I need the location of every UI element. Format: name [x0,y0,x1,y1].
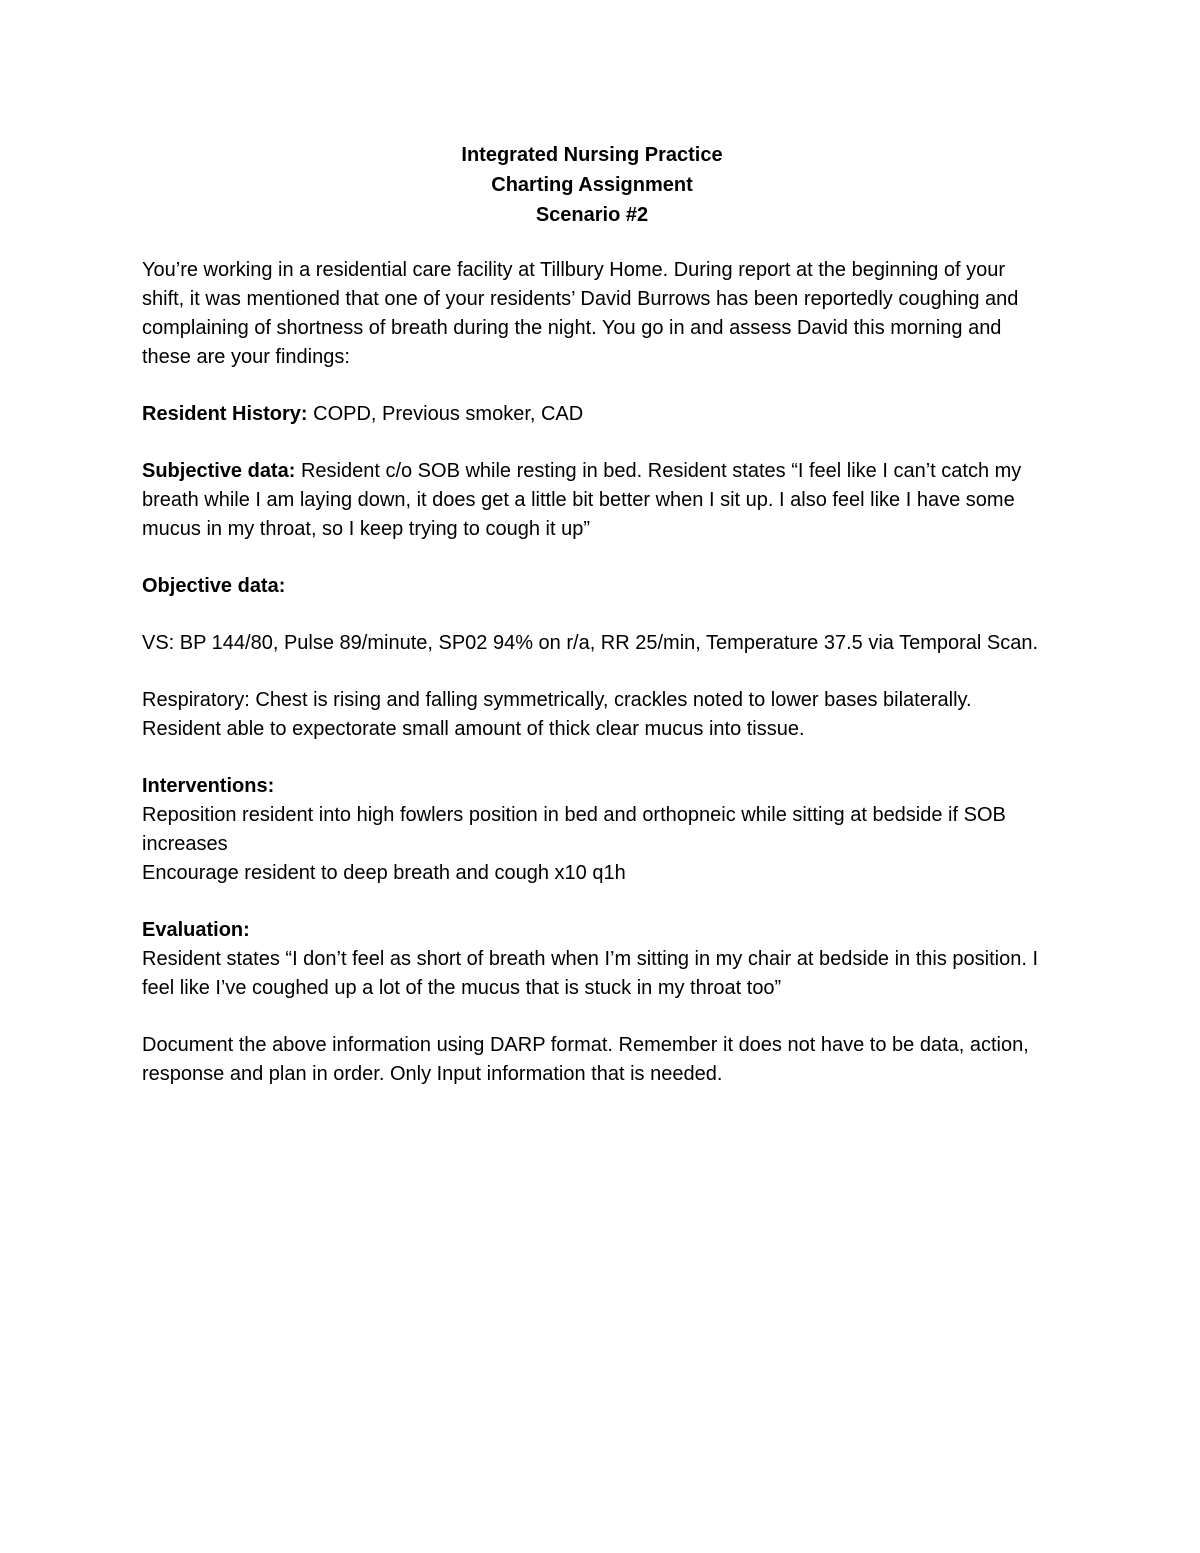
document-title-block [142,140,1042,230]
instructions-paragraph: Document the above information using DARP format. Remember it does not have to be data, action, response and plan in order. Only Input information that is needed. [142,1034,1029,1085]
intervention-item: Encourage resident to deep breath and cough x10 q1h [142,862,626,884]
document-page [142,140,1042,1089]
subjective-label: Subjective data: [142,460,296,482]
objective-heading [142,572,1042,601]
history-text: COPD, Previous smoker, CAD [307,403,584,425]
respiratory-paragraph: Respiratory: Chest is rising and falling symmetrically, crackles noted to lower bases bilaterally. Resident able to expectorate small amount of thick clear mucus into tissue. [142,689,972,740]
subjective-text: Resident c/o SOB while resting in bed. Resident states “I feel like I can’t catch my breath while I am laying down, it does get a little bit better when I sit up. I also feel like I have some mucus in my throat, so I keep trying to cough it up” [142,460,1022,540]
evaluation-section [142,916,1042,1003]
scenario-title: Scenario #2 [535,204,649,226]
intro-paragraph: You’re working in a residential care facility at Tillbury Home. During report at the beginning of your shift, it was mentioned that one of your residents’ David Burrows has been reportedly coughing and complaining of shortness of breath during the night. You go in and assess David this morning and these are your findings: [142,259,1019,368]
evaluation-text: Resident states “I don’t feel as short of breath when I’m sitting in my chair at bedside in this position. I feel like I’ve coughed up a lot of the mucus that is stuck in my throat too” [142,948,1039,999]
interventions-section [142,772,1042,888]
assignment-title: Charting Assignment [491,174,693,196]
interventions-label: Interventions: [142,775,275,797]
objective-label: Objective data: [142,575,286,597]
intervention-item: Reposition resident into high fowlers position in bed and orthopneic while sitting at bedside if SOB increases [142,804,1006,855]
course-title: Integrated Nursing Practice [461,144,723,166]
vital-signs-paragraph: VS: BP 144/80, Pulse 89/minute, SP02 94% on r/a, RR 25/min, Temperature 37.5 via Temporal Scan. [142,632,1039,654]
history-paragraph [142,400,1042,429]
evaluation-label: Evaluation: [142,919,250,941]
subjective-paragraph [142,457,1042,544]
history-label: Resident History: [142,403,308,425]
